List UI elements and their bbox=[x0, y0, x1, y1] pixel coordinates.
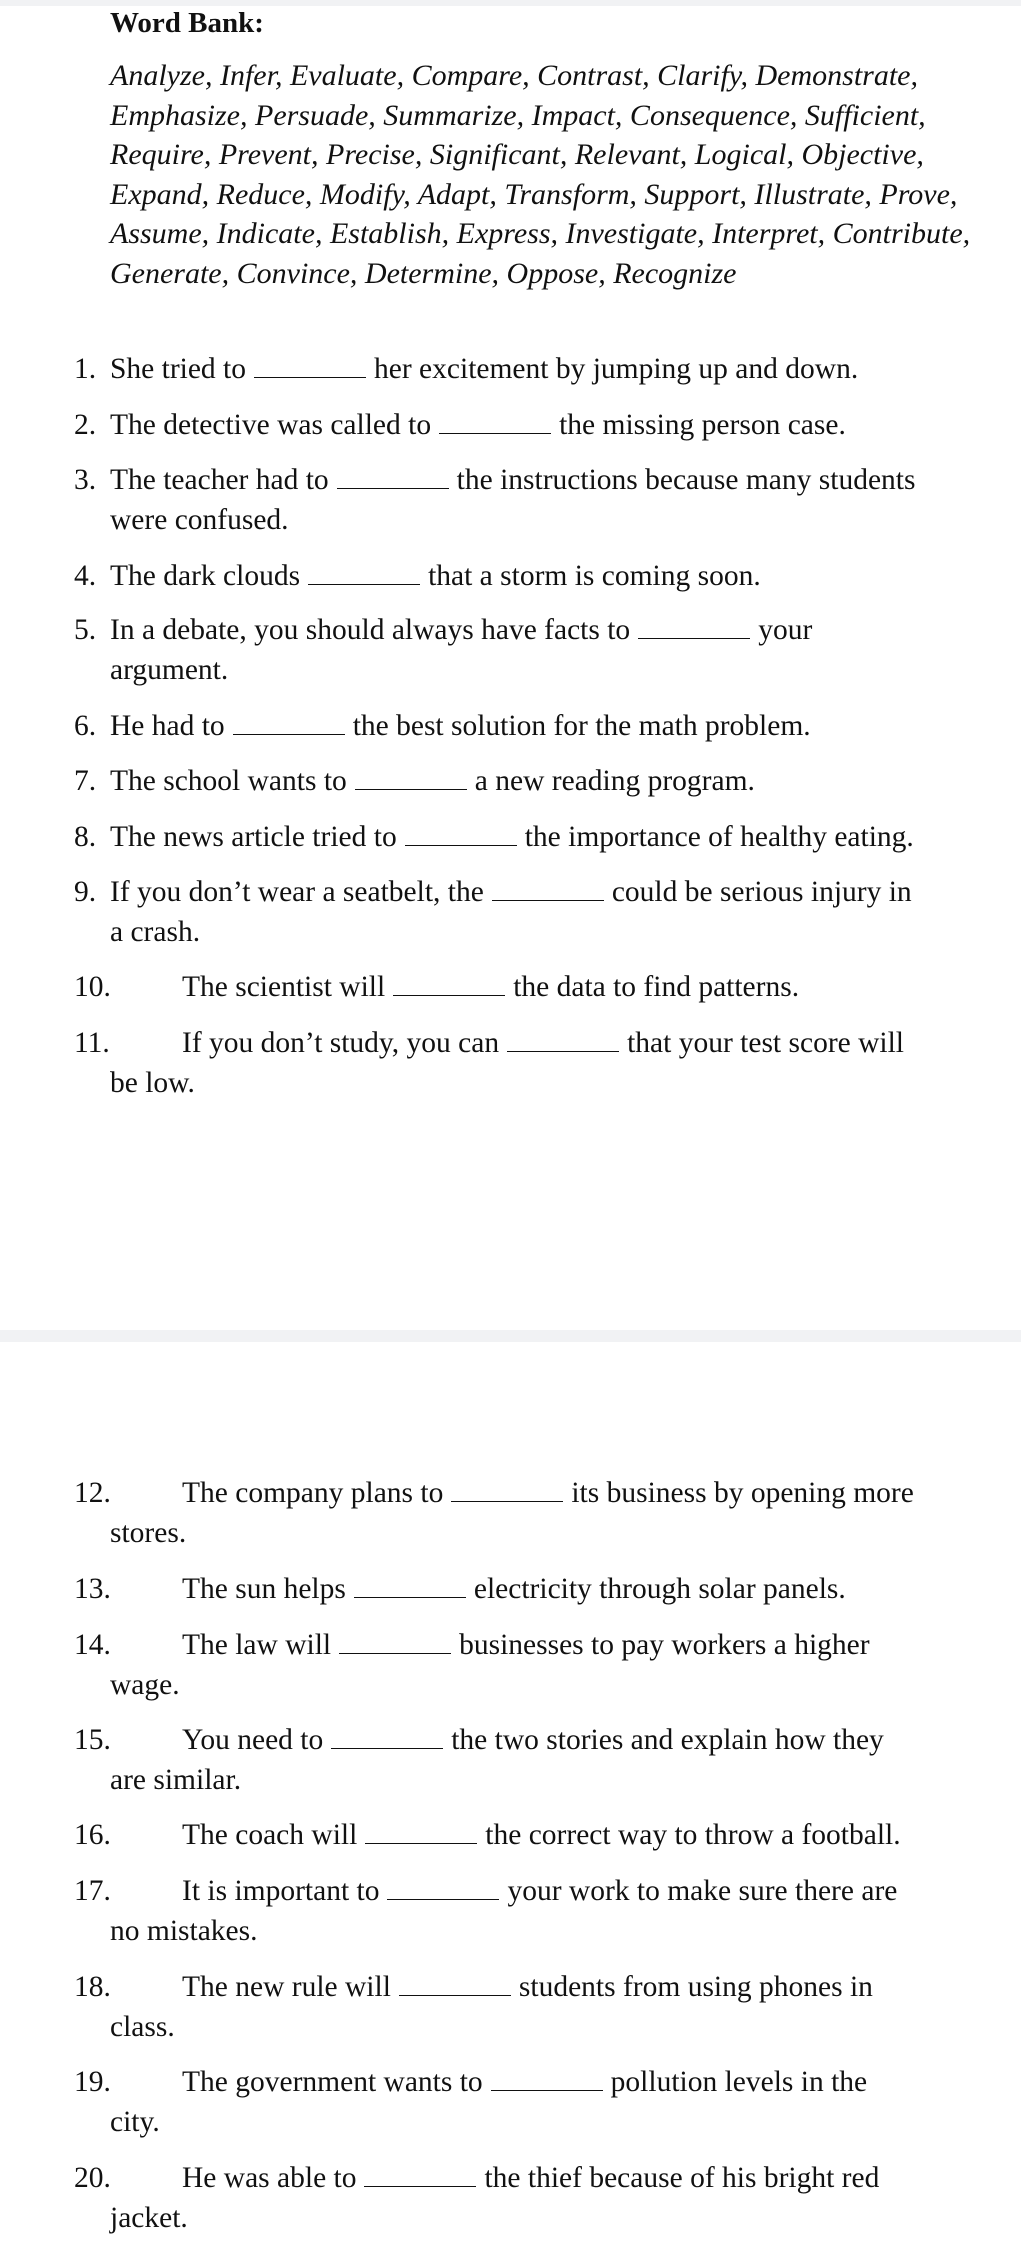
answer-blank[interactable] bbox=[308, 562, 420, 585]
question-17 bbox=[74, 1872, 974, 1951]
question-text-before: The government wants to bbox=[182, 2066, 483, 2098]
question-number: 11. bbox=[74, 1027, 110, 1059]
question-text-before: The coach will bbox=[182, 1819, 358, 1851]
question-continuation: class. bbox=[110, 2010, 175, 2043]
question-20 bbox=[74, 2159, 974, 2238]
question-number: 18. bbox=[74, 1971, 111, 2003]
question-number: 10. bbox=[74, 971, 111, 1003]
question-continuation: no mistakes. bbox=[110, 1914, 258, 1947]
question-text-before: The detective was called to bbox=[110, 409, 432, 441]
question-10 bbox=[74, 968, 974, 1008]
question-text-before: You need to bbox=[182, 1724, 324, 1756]
question-12 bbox=[74, 1474, 974, 1553]
question-19 bbox=[74, 2063, 974, 2142]
word-bank-words: Analyze, Infer, Evaluate, Compare, Contrast, Clarify, Demonstrate, Emphasize, Persuade, Summarize, Impact, Consequence, Sufficient, Require, Prevent, Precise, Significant, Relevant, Logical, Objective, Expand, Reduce, Modify, Adapt, Transform, Support, Illustrate, Prove, Assume, Indicate, Establish, Express, Investigate, Interpret, Contribute, Generate, Convince, Determine, Oppose, Recognize bbox=[110, 59, 971, 290]
question-2 bbox=[74, 406, 974, 446]
answer-blank[interactable] bbox=[355, 767, 467, 790]
word-bank-title: Word Bank: bbox=[110, 7, 264, 39]
question-number: 6. bbox=[74, 710, 97, 742]
answer-blank[interactable] bbox=[354, 1575, 466, 1598]
question-text-before: The school wants to bbox=[110, 765, 347, 797]
answer-blank[interactable] bbox=[492, 878, 604, 901]
question-7 bbox=[74, 762, 974, 802]
question-number: 7. bbox=[74, 765, 97, 797]
question-number: 13. bbox=[74, 1573, 111, 1605]
question-number: 3. bbox=[74, 464, 97, 496]
question-text-after: its business by opening more bbox=[571, 1477, 914, 1509]
question-9 bbox=[74, 873, 974, 952]
question-15 bbox=[74, 1721, 974, 1800]
question-number: 14. bbox=[74, 1629, 111, 1661]
answer-blank[interactable] bbox=[393, 973, 505, 996]
question-number: 1. bbox=[74, 353, 97, 385]
question-text-after: pollution levels in the bbox=[610, 2066, 868, 2098]
question-continuation: a crash. bbox=[110, 915, 201, 948]
question-6 bbox=[74, 707, 974, 747]
question-text-after: that a storm is coming soon. bbox=[428, 560, 761, 592]
question-18 bbox=[74, 1968, 974, 2047]
question-number: 17. bbox=[74, 1875, 111, 1907]
question-text-after: the data to find patterns. bbox=[513, 971, 800, 1003]
question-continuation: city. bbox=[110, 2105, 160, 2138]
question-continuation: argument. bbox=[110, 653, 229, 686]
question-number: 12. bbox=[74, 1477, 111, 1509]
answer-blank[interactable] bbox=[638, 616, 750, 639]
question-3 bbox=[74, 461, 974, 540]
question-continuation: be low. bbox=[110, 1066, 195, 1099]
question-text-before: The sun helps bbox=[182, 1573, 346, 1605]
answer-blank[interactable] bbox=[507, 1029, 619, 1052]
answer-blank[interactable] bbox=[387, 1877, 499, 1900]
answer-blank[interactable] bbox=[233, 712, 345, 735]
question-text-after: students from using phones in bbox=[518, 1971, 873, 2003]
question-number: 8. bbox=[74, 821, 97, 853]
question-16 bbox=[74, 1816, 974, 1856]
answer-blank[interactable] bbox=[337, 466, 449, 489]
question-text-after: her excitement by jumping up and down. bbox=[374, 353, 859, 385]
question-continuation: are similar. bbox=[110, 1763, 242, 1796]
question-text-before: She tried to bbox=[110, 353, 247, 385]
question-text-before: The new rule will bbox=[182, 1971, 391, 2003]
answer-blank[interactable] bbox=[364, 2164, 476, 2187]
worksheet-page-2 bbox=[0, 1342, 1021, 2243]
question-text-before: The dark clouds bbox=[110, 560, 301, 592]
question-text-after: the missing person case. bbox=[559, 409, 846, 441]
question-text-before: If you don’t study, you can bbox=[182, 1027, 500, 1059]
question-continuation: wage. bbox=[110, 1668, 180, 1701]
question-text-after: the instructions because many students bbox=[456, 464, 916, 496]
question-text-after: the best solution for the math problem. bbox=[352, 710, 811, 742]
answer-blank[interactable] bbox=[399, 1973, 511, 1996]
question-number: 20. bbox=[74, 2162, 111, 2194]
answer-blank[interactable] bbox=[365, 1821, 477, 1844]
question-number: 15. bbox=[74, 1724, 111, 1756]
question-continuation: were confused. bbox=[110, 503, 289, 536]
question-text-before: If you don’t wear a seatbelt, the bbox=[110, 876, 484, 908]
question-text-before: In a debate, you should always have facts to bbox=[110, 614, 631, 646]
question-text-after: your work to make sure there are bbox=[507, 1875, 898, 1907]
answer-blank[interactable] bbox=[451, 1479, 563, 1502]
question-text-after: a new reading program. bbox=[474, 765, 755, 797]
question-text-before: The company plans to bbox=[182, 1477, 444, 1509]
question-5 bbox=[74, 611, 974, 690]
question-continuation: stores. bbox=[110, 1516, 187, 1549]
answer-blank[interactable] bbox=[254, 355, 366, 378]
question-text-after: could be serious injury in bbox=[611, 876, 912, 908]
question-text-before: The teacher had to bbox=[110, 464, 329, 496]
question-text-after: that your test score will bbox=[627, 1027, 905, 1059]
question-text-before: He was able to bbox=[182, 2162, 357, 2194]
question-8 bbox=[74, 818, 974, 858]
question-number: 2. bbox=[74, 409, 97, 441]
question-4 bbox=[74, 557, 974, 597]
question-text-after: the correct way to throw a football. bbox=[485, 1819, 901, 1851]
question-text-after: your bbox=[758, 614, 813, 646]
question-text-after: the importance of healthy eating. bbox=[524, 821, 914, 853]
answer-blank[interactable] bbox=[491, 2068, 603, 2091]
question-number: 16. bbox=[74, 1819, 111, 1851]
question-13 bbox=[74, 1570, 974, 1610]
question-number: 19. bbox=[74, 2066, 111, 2098]
answer-blank[interactable] bbox=[439, 411, 551, 434]
question-11 bbox=[74, 1024, 974, 1103]
question-text-after: the thief because of his bright red bbox=[484, 2162, 880, 2194]
question-text-before: The law will bbox=[182, 1629, 332, 1661]
question-number: 9. bbox=[74, 876, 97, 908]
question-text-before: The news article tried to bbox=[110, 821, 397, 853]
answer-blank[interactable] bbox=[405, 823, 517, 846]
question-text-before: He had to bbox=[110, 710, 225, 742]
question-text-after: the two stories and explain how they bbox=[451, 1724, 884, 1756]
question-text-before: It is important to bbox=[182, 1875, 380, 1907]
question-number: 4. bbox=[74, 560, 97, 592]
page-break bbox=[0, 1330, 1021, 1342]
answer-blank[interactable] bbox=[339, 1631, 451, 1654]
question-1 bbox=[74, 350, 974, 390]
question-text-after: businesses to pay workers a higher bbox=[459, 1629, 870, 1661]
question-14 bbox=[74, 1626, 974, 1705]
question-text-after: electricity through solar panels. bbox=[473, 1573, 846, 1605]
question-continuation: jacket. bbox=[110, 2201, 188, 2234]
question-text-before: The scientist will bbox=[182, 971, 386, 1003]
answer-blank[interactable] bbox=[331, 1726, 443, 1749]
question-number: 5. bbox=[74, 614, 97, 646]
